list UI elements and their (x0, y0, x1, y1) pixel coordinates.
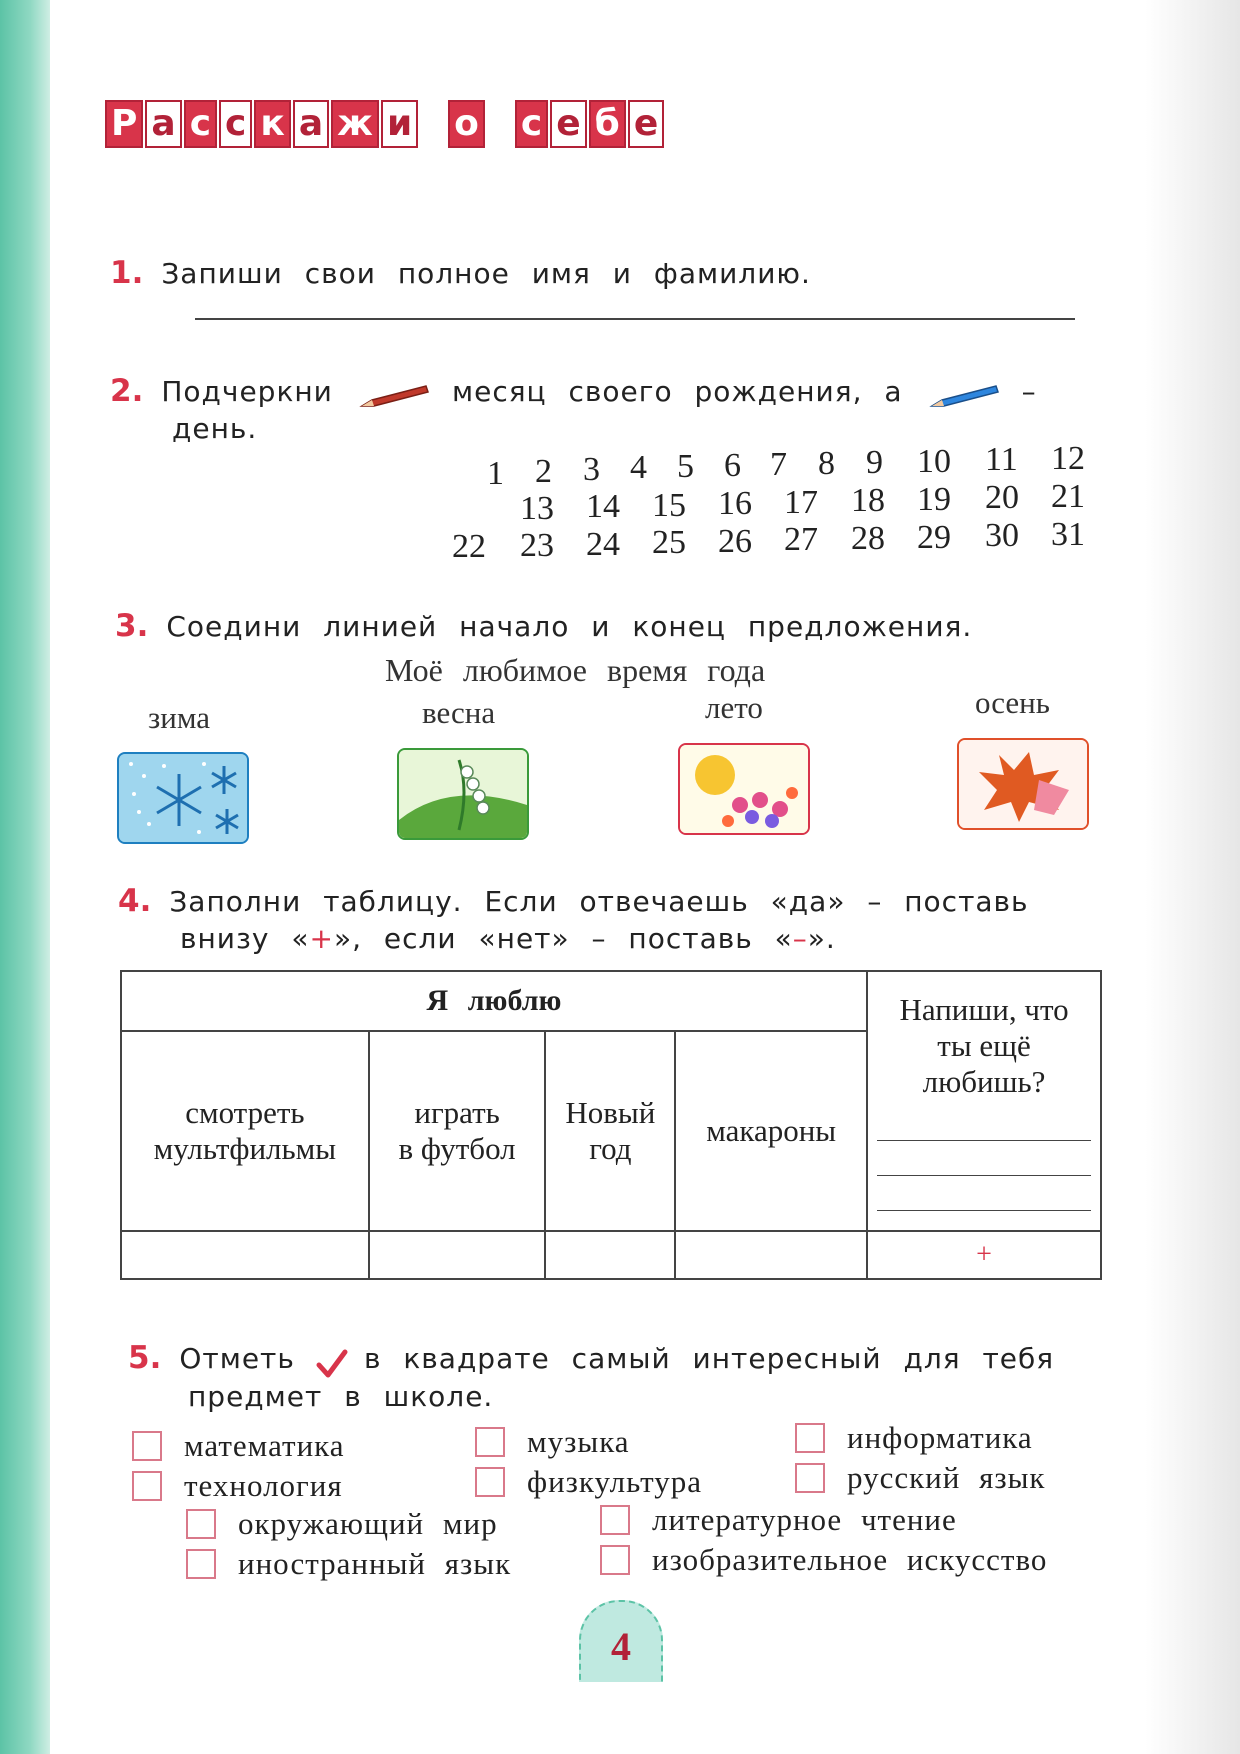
day-number[interactable]: 29 (917, 519, 951, 556)
column-label: смотреть (185, 1095, 305, 1130)
day-number[interactable]: 30 (985, 517, 1019, 554)
answer-cell[interactable] (675, 1231, 867, 1279)
day-number[interactable]: 26 (718, 523, 752, 560)
question-text-continued (180, 922, 836, 955)
season-label-summer: лето (705, 690, 763, 725)
lily-of-the-valley-icon[interactable] (397, 748, 529, 840)
day-number[interactable]: 19 (917, 481, 951, 518)
answer-cell-plus[interactable]: + (867, 1231, 1101, 1279)
page-edge-shadow (1145, 0, 1240, 1754)
day-number[interactable]: 13 (520, 490, 554, 527)
table-header-i-love: Я люблю (121, 971, 867, 1031)
season-label-spring: весна (422, 695, 496, 730)
day-number[interactable]: 2 (535, 453, 552, 490)
checkbox[interactable] (600, 1545, 630, 1575)
plus-sign: + (309, 922, 334, 955)
subject-checkbox-informatics[interactable] (795, 1420, 1033, 1456)
title-letter: ж (331, 100, 379, 148)
question-number: 4. (118, 883, 152, 919)
question-number: 3. (115, 608, 149, 644)
title-letter: с (515, 100, 548, 148)
subject-checkbox-world[interactable] (186, 1506, 498, 1542)
checkbox[interactable] (132, 1471, 162, 1501)
day-number[interactable]: 21 (1051, 478, 1085, 515)
title-word-1 (105, 100, 420, 148)
question-text: Запиши свои полное имя и фамилию. (161, 257, 811, 290)
question-2 (110, 373, 1100, 410)
season-label-autumn: осень (975, 685, 1050, 720)
day-number[interactable]: 6 (724, 447, 741, 484)
day-number[interactable]: 22 (452, 528, 486, 565)
day-number[interactable]: 1 (487, 455, 504, 492)
title-letter: а (145, 100, 181, 148)
subject-label: окружающий мир (238, 1506, 498, 1541)
subject-label: русский язык (847, 1460, 1046, 1495)
question-5 (128, 1340, 1054, 1379)
subject-label: технология (184, 1468, 343, 1503)
question-1 (110, 255, 811, 291)
column-label: играть (414, 1095, 500, 1130)
column-pasta (675, 1031, 867, 1231)
day-number[interactable]: 20 (985, 479, 1019, 516)
subject-checkbox-literature[interactable] (600, 1502, 957, 1538)
text-fragment: ». (807, 922, 836, 955)
day-number[interactable]: 16 (718, 485, 752, 522)
day-number[interactable]: 7 (770, 446, 787, 483)
question-text-continued: день. (172, 412, 258, 445)
question-text: Подчеркни (161, 375, 333, 408)
question-text-continued: предмет в школе. (188, 1380, 494, 1413)
red-pencil-icon (358, 384, 430, 410)
title-letter: а (293, 100, 329, 148)
question-number: 2. (110, 373, 144, 409)
subject-label: физкультура (527, 1464, 703, 1499)
write-header-line: Напиши, что (899, 992, 1069, 1027)
day-number[interactable]: 9 (866, 444, 883, 481)
day-number[interactable]: 8 (818, 445, 835, 482)
sun-flowers-icon[interactable] (678, 743, 810, 835)
column-play-football (369, 1031, 546, 1231)
question-number: 5. (128, 1340, 162, 1376)
day-number[interactable]: 11 (985, 441, 1018, 478)
checkbox[interactable] (475, 1427, 505, 1457)
subject-label: математика (184, 1428, 345, 1463)
write-header-line: любишь? (922, 1064, 1046, 1099)
text-fragment: внизу « (180, 922, 310, 955)
day-number[interactable]: 10 (917, 443, 951, 480)
day-number[interactable]: 12 (1051, 440, 1085, 477)
title-word-2 (448, 100, 487, 148)
question-text: Отметь (179, 1342, 295, 1375)
day-number[interactable]: 27 (784, 521, 818, 558)
likes-table (120, 970, 1102, 1280)
blue-pencil-icon (928, 384, 1000, 410)
name-answer-line[interactable] (195, 318, 1075, 320)
write-header-line: ты ещё (937, 1028, 1031, 1063)
column-label: мультфильмы (153, 1131, 337, 1166)
subject-checkbox-technology[interactable] (132, 1468, 343, 1504)
checkbox[interactable] (600, 1505, 630, 1535)
answer-cell[interactable] (545, 1231, 675, 1279)
day-number[interactable]: 23 (520, 527, 554, 564)
title-letter: к (254, 100, 290, 148)
day-number[interactable]: 15 (652, 487, 686, 524)
day-number[interactable]: 28 (851, 520, 885, 557)
day-number[interactable]: 24 (586, 526, 620, 563)
answer-line[interactable] (877, 1175, 1091, 1176)
column-label: макароны (706, 1113, 837, 1148)
subject-label: иностранный язык (238, 1546, 512, 1581)
answer-line[interactable] (877, 1210, 1091, 1211)
snowflakes-icon[interactable] (117, 752, 249, 844)
maple-leaf-icon[interactable] (957, 738, 1089, 830)
title-letter: с (219, 100, 252, 148)
page-number: 4 (611, 1624, 631, 1669)
page-number-badge (579, 1600, 663, 1682)
column-new-year (545, 1031, 675, 1231)
title-letter: Р (105, 100, 143, 148)
subject-label: изобразительное искусство (652, 1542, 1048, 1577)
checkbox[interactable] (132, 1431, 162, 1461)
title-word-3 (515, 100, 666, 148)
question-text: Соедини линией начало и конец предложения. (166, 610, 973, 643)
day-number[interactable]: 17 (784, 484, 818, 521)
checkmark-icon (316, 1349, 348, 1379)
subject-checkbox-russian[interactable] (795, 1460, 1046, 1496)
subject-checkbox-art[interactable] (600, 1542, 1047, 1578)
answer-cell[interactable] (121, 1231, 369, 1279)
write-more-cell (867, 971, 1101, 1231)
title-letter: е (628, 100, 664, 148)
question-text: – (1021, 375, 1037, 408)
text-fragment: », если «нет» – поставь « (333, 922, 793, 955)
day-number[interactable]: 14 (586, 488, 620, 525)
title-letter: и (381, 100, 418, 148)
season-label-winter: зима (148, 700, 210, 735)
subject-checkbox-pe[interactable] (475, 1464, 702, 1500)
column-watch-cartoons (121, 1031, 369, 1231)
checkbox[interactable] (475, 1467, 505, 1497)
subject-label: литературное чтение (652, 1502, 957, 1537)
answer-line[interactable] (877, 1140, 1091, 1141)
title-letter: е (550, 100, 586, 148)
answer-cell[interactable] (369, 1231, 546, 1279)
question-3 (115, 608, 972, 644)
question-text: месяц своего рождения, а (451, 375, 903, 408)
day-number[interactable]: 4 (630, 449, 647, 486)
minus-sign: – (792, 922, 808, 955)
column-label: Новый (565, 1095, 656, 1130)
checkbox[interactable] (795, 1463, 825, 1493)
page-spine (0, 0, 50, 1754)
day-number[interactable]: 3 (583, 451, 600, 488)
checkbox[interactable] (186, 1509, 216, 1539)
day-number[interactable]: 25 (652, 524, 686, 561)
page-title (105, 100, 666, 148)
checkbox[interactable] (186, 1549, 216, 1579)
day-number[interactable]: 5 (677, 448, 694, 485)
title-letter: б (589, 100, 626, 148)
day-number[interactable]: 31 (1051, 516, 1085, 553)
title-letter: с (184, 100, 217, 148)
subject-label: информатика (847, 1420, 1033, 1455)
subject-checkbox-foreign-language[interactable] (186, 1546, 511, 1582)
question-number: 1. (110, 255, 144, 291)
question-text: в квадрате самый интересный для тебя (363, 1342, 1055, 1375)
subject-checkbox-math[interactable] (132, 1428, 345, 1464)
subject-checkbox-music[interactable] (475, 1424, 630, 1460)
column-label: год (589, 1131, 632, 1166)
day-number[interactable]: 18 (851, 482, 885, 519)
checkbox[interactable] (795, 1423, 825, 1453)
subject-label: музыка (527, 1424, 630, 1459)
question-4 (118, 883, 1029, 919)
column-label: в футбол (398, 1131, 516, 1166)
question-text: Заполни таблицу. Если отвечаешь «да» – поставь (169, 885, 1029, 918)
title-letter: о (448, 100, 485, 148)
sentence-start: Моё любимое время года (385, 652, 766, 688)
